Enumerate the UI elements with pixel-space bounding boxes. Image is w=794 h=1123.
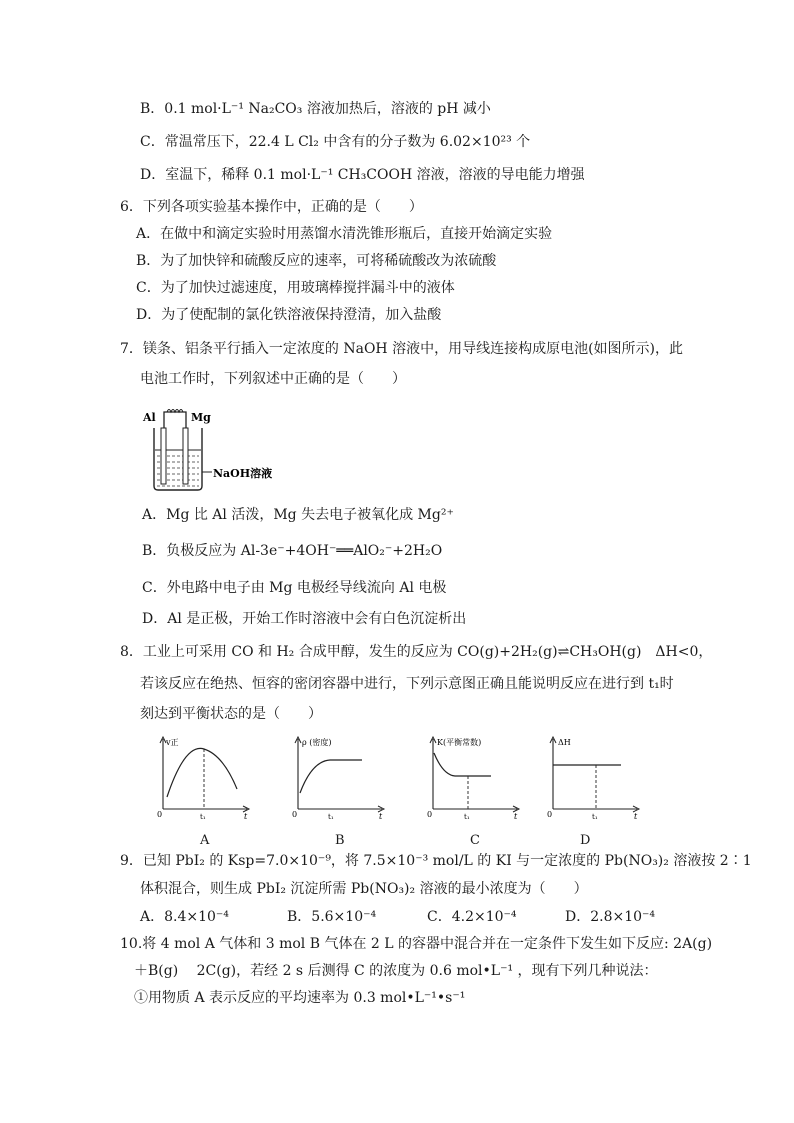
al-label: Al [143,411,156,424]
graph-d-origin: 0 [547,810,553,819]
q10-stem-line1: 10.将 4 mol A 气体和 3 mol B 气体在 2 L 的容器中混合并在一定条件下发生如下反应: 2A(g) [120,936,713,952]
graph-a-ylabel: v正 [166,738,179,747]
battery-figure [140,400,300,495]
q8-stem-line3: 刻达到平衡状态的是（ ） [140,706,322,722]
q6-stem: 6．下列各项实验基本操作中，正确的是（ ） [120,199,423,215]
graph-a-origin: 0 [157,810,163,819]
graph-a-caption: A [200,833,210,848]
q9-stem-line1: 9．已知 PbI₂ 的 Ksp=7.0×10⁻⁹，将 7.5×10⁻³ mol/L 的 KI 与一定浓度的 Pb(NO₃)₂ 溶液按 2∶1 [120,853,752,869]
q6-option-d: D．为了使配制的氯化铁溶液保持澄清，加入盐酸 [136,307,442,323]
graph-b-ylabel: ρ (密度) [302,738,332,747]
al-electrode [161,428,166,484]
q7-option-a: A．Mg 比 Al 活泼，Mg 失去电子被氧化成 Mg²⁺ [142,507,454,523]
q5-option-c: C．常温常压下，22.4 L Cl₂ 中含有的分子数为 6.02×10²³ 个 [140,134,531,150]
solution-label: NaOH溶液 [213,467,273,480]
graph-a [155,733,260,823]
q8-stem-line2: 若该反应在绝热、恒容的密闭容器中进行，下列示意图正确且能说明反应在进行到 t₁时 [140,676,674,692]
graph-c-caption: C [470,833,480,848]
graph-b-xlabel: t [379,812,383,821]
q7-option-b: B．负极反应为 Al-3e⁻+4OH⁻══AlO₂⁻+2H₂O [142,543,443,559]
q5-option-d: D．室温下，稀释 0.1 mol·L⁻¹ CH₃COOH 溶液，溶液的导电能力增强 [140,167,585,183]
graph-a-tick: t₁ [200,813,206,821]
q10-stem-line2: ＋B(g) 2C(g)，若经 2 s 后测得 C 的浓度为 0.6 mol•L⁻¹ ，现有下列几种说法： [134,963,658,979]
q7-option-d: D．Al 是正极，开始工作时溶液中会有白色沉淀析出 [142,611,467,627]
q8-stem-line1: 8．工业上可采用 CO 和 H₂ 合成甲醇，发生的反应为 CO(g)+2H₂(g)⇌CH₃OH(g) ΔH<0， [120,644,713,660]
q7-option-c: C．外电路中电子由 Mg 电极经导线流向 Al 电极 [142,580,447,596]
q9-option-c: C．4.2×10⁻⁴ [427,909,517,925]
q6-option-b: B．为了加快锌和硫酸反应的速率，可将稀硫酸改为浓硫酸 [136,253,497,269]
graph-a-curve [167,748,237,797]
graph-b-origin: 0 [292,810,298,819]
graph-b-tick: t₁ [328,813,334,821]
graph-c-ylabel: K(平衡常数) [437,738,482,747]
graph-c-tick: t₁ [464,813,470,821]
q10-item-1: ①用物质 A 表示反应的平均速率为 0.3 mol•L⁻¹•s⁻¹ [134,990,466,1006]
graph-d-caption: D [580,833,591,848]
graph-b-caption: B [335,833,345,848]
graph-d-ylabel: ΔH [558,738,571,747]
q6-option-c: C．为了加快过滤速度，用玻璃棒搅拌漏斗中的液体 [136,280,455,296]
q9-option-b: B．5.6×10⁻⁴ [287,909,377,925]
graph-d-xlabel: t [634,812,638,821]
mg-electrode [183,428,188,484]
graph-c-xlabel: t [514,812,518,821]
q7-stem-line1: 7．镁条、铝条平行插入一定浓度的 NaOH 溶液中，用导线连接构成原电池(如图所示)，此 [120,341,684,357]
graph-a-xlabel: t [244,812,248,821]
graph-c-curve [434,753,491,776]
q5-option-b: B．0.1 mol·L⁻¹ Na₂CO₃ 溶液加热后，溶液的 pH 减小 [140,101,491,117]
q9-option-d: D．2.8×10⁻⁴ [565,909,656,925]
graph-b-curve [300,760,362,793]
graph-d [545,733,650,823]
graph-c-origin: 0 [427,810,433,819]
q9-option-a: A．8.4×10⁻⁴ [140,909,229,925]
graph-d-tick: t₁ [592,813,598,821]
mg-label: Mg [191,411,211,424]
graph-c [425,733,530,823]
graph-b [290,733,395,823]
q7-stem-line2: 电池工作时，下列叙述中正确的是（ ） [140,371,406,387]
wire [164,412,186,428]
q9-stem-line2: 体积混合，则生成 PbI₂ 沉淀所需 Pb(NO₃)₂ 溶液的最小浓度为（ ） [140,881,588,897]
q6-option-a: A．在做中和滴定实验时用蒸馏水清洗锥形瓶后，直接开始滴定实验 [136,226,553,242]
